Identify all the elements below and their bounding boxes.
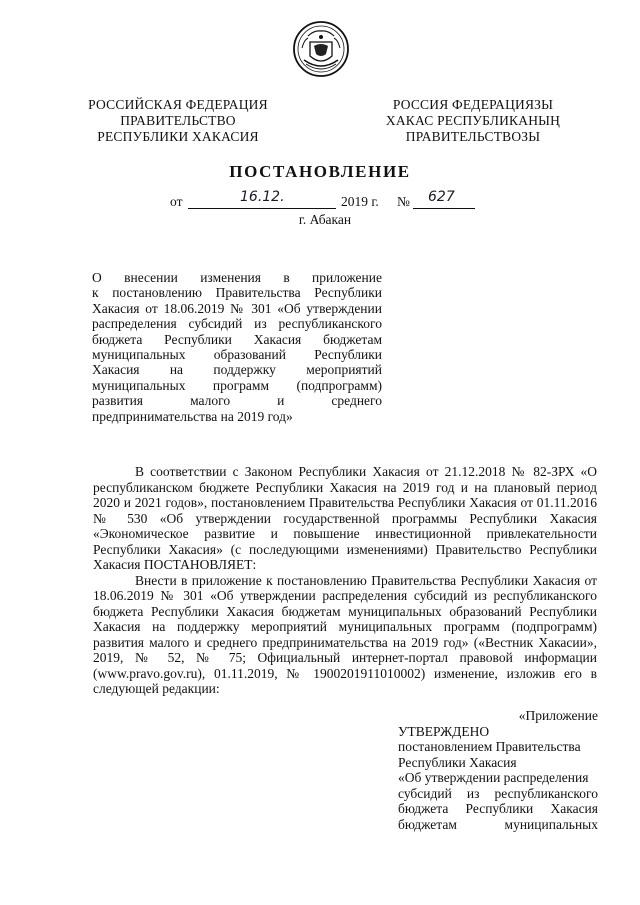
subject-line: муниципальных образований Республики: [92, 347, 382, 363]
number-underline: [413, 208, 475, 209]
header-right-line: ПРАВИТЕЛЬСТВОЗЫ: [405, 129, 541, 144]
header-right-block: [368, 97, 578, 145]
appendix-line: бюджета Республики Хакасия: [398, 801, 598, 816]
subject-line: О внесении изменения в приложение: [92, 270, 382, 285]
subject-line: развития малого и среднего: [92, 393, 382, 409]
date-underline: [188, 208, 336, 209]
header-left-line: ПРАВИТЕЛЬСТВО: [120, 113, 236, 128]
subject-line: Хакасия на поддержку мероприятий: [92, 362, 382, 378]
date-number-line: [0, 189, 640, 212]
body-paragraph: В соответствии с Законом Республики Хакасия от 21.12.2018 № 82-ЗРХ «О республиканском бюджете Республики Хакасия на 2019 год и на плановый период 2020 и 2021 годов», постановлением Правительства Республики Хакасия от 01.11.2016 № 530 «Об утверждении государственной программы Республики Хакасия «Экономическое развитие и повышение инвестиционной привлекательности Республики Хакасия» (с последующими изменениями) Правительство Республики Хакасия ПОСТАНОВЛЯЕТ:: [93, 464, 597, 572]
header-right-line: ХАКАС РЕСПУБЛИКАНЫҢ: [385, 113, 561, 128]
appendix-line: постановлением Правительства: [398, 739, 581, 754]
subject-line: муниципальных программ (подпрограмм): [92, 377, 382, 393]
republic-of-khakassia-coat-of-arms-icon: [292, 20, 350, 78]
header-right-line: РОССИЯ ФЕДЕРАЦИЯЗЫ: [392, 97, 554, 112]
city-label: г. Абакан: [298, 212, 352, 227]
year-label: 2019 г.: [341, 194, 379, 209]
approved-label: УТВЕРЖДЕНО: [398, 723, 490, 739]
appendix-line: «Об утверждении распределения: [398, 770, 589, 785]
subject-line: распределения субсидий из республиканского: [92, 316, 382, 332]
handwritten-date: 16.12.: [240, 189, 285, 205]
appendix-block: [398, 708, 598, 832]
number-sign: №: [397, 194, 410, 209]
handwritten-number: 627: [428, 189, 455, 205]
appendix-line: Республики Хакасия: [398, 754, 517, 770]
subject-line: Хакасия от 18.06.2019 № 301 «Об утверждении: [92, 300, 382, 316]
document-title: ПОСТАНОВЛЕНИЕ: [229, 162, 411, 181]
header-left-block: [78, 97, 278, 145]
appendix-label: «Приложение: [518, 708, 598, 723]
header-left-line: РЕСПУБЛИКИ ХАКАСИЯ: [97, 129, 259, 144]
header-left-line: РОССИЙСКАЯ ФЕДЕРАЦИЯ: [88, 97, 268, 112]
document-subject: [92, 270, 382, 424]
appendix-line: бюджетам муниципальных: [398, 816, 598, 832]
date-from-label: от: [170, 194, 183, 209]
subject-line: бюджета Республики Хакасия бюджетам: [92, 331, 382, 347]
document-body: [93, 464, 597, 697]
subject-line: предпринимательства на 2019 год»: [92, 408, 293, 424]
subject-line: к постановлению Правительства Республики: [92, 285, 382, 301]
body-paragraph: Внести в приложение к постановлению Правительства Республики Хакасия от 18.06.2019 № 301 «Об утверждении распределения субсидий из республиканского бюджета Республики Хакасия бюджетам муниципальных образований Республики Хакасия на поддержку мероприятий муниципальных программ (подпрограмм) развития малого и среднего предпринимательства на 2019 год» («Вестник Хакасии», 2019, № 52, № 75; Официальный интернет-портал правовой информации (www.pravo.gov.ru), 01.11.2019, № 1900201911010002) изменение, изложив его в следующей редакции:: [93, 572, 597, 696]
appendix-line: субсидий из республиканского: [398, 785, 598, 801]
